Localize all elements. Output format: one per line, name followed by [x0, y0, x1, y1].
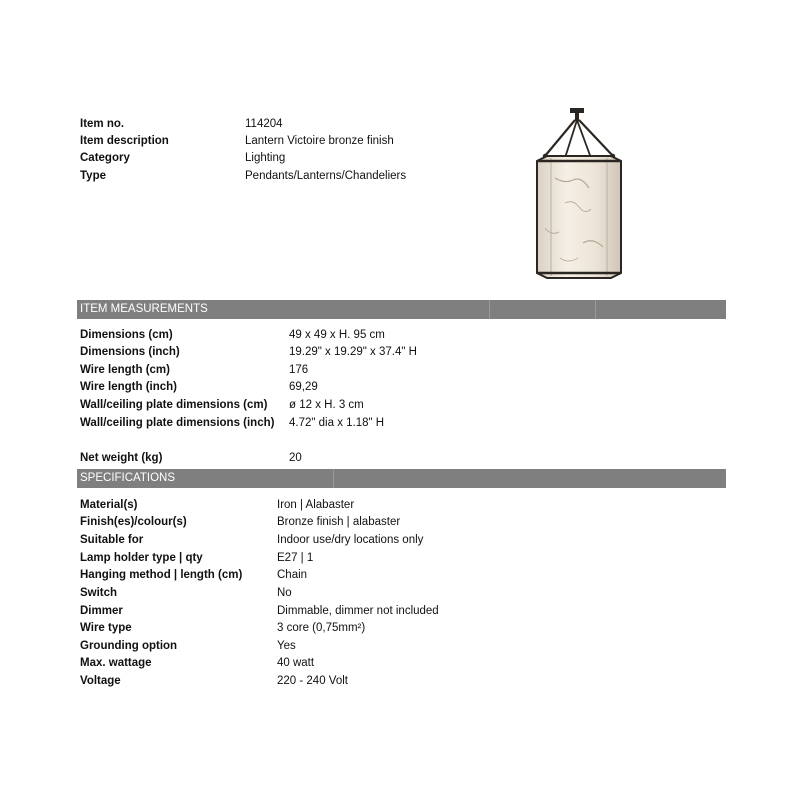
category-label: Category [80, 152, 130, 164]
max-wattage-label: Max. wattage [80, 657, 152, 669]
item-measurements-title: ITEM MEASUREMENTS [80, 303, 208, 315]
item-description-value: Lantern Victoire bronze finish [245, 135, 394, 147]
grounding-label: Grounding option [80, 640, 178, 652]
net-weight-label: Net weight (kg) [80, 452, 163, 464]
wire-length-cm-value: 176 [289, 364, 309, 376]
dimmer-value: Dimmable, dimmer not included [277, 605, 439, 617]
plate-dimensions-inch-value: 4.72" dia x 1.18" H [289, 417, 385, 429]
voltage-value: 220 - 240 Volt [277, 675, 348, 687]
wire-type-value: 3 core (0,75mm²) [277, 622, 366, 634]
materials-label: Material(s) [80, 499, 138, 511]
item-description-label: Item description [80, 135, 169, 147]
grounding-value: Yes [277, 640, 296, 652]
max-wattage-value: 40 watt [277, 657, 315, 669]
wire-type-label: Wire type [80, 622, 132, 634]
wire-length-inch-value: 69,29 [289, 381, 318, 393]
ceiling-plate [570, 108, 584, 113]
finish-value: Bronze finish | alabaster [277, 516, 401, 528]
wire-length-inch-label: Wire length (inch) [80, 381, 178, 393]
item-no-label: Item no. [80, 118, 125, 130]
dimensions-inch-label: Dimensions (inch) [80, 346, 180, 358]
specifications-title: SPECIFICATIONS [80, 472, 175, 484]
lamp-holder-label: Lamp holder type | qty [80, 552, 203, 564]
plate-dimensions-inch-label: Wall/ceiling plate dimensions (inch) [80, 417, 275, 429]
category-value: Lighting [245, 152, 286, 164]
dimensions-cm-label: Dimensions (cm) [80, 329, 173, 341]
lantern-product-image [525, 108, 635, 283]
item-no-value: 114204 [245, 118, 283, 130]
dimensions-cm-value: 49 x 49 x H. 95 cm [289, 329, 385, 341]
plate-dimensions-cm-value: ø 12 x H. 3 cm [289, 399, 364, 411]
suitable-for-label: Suitable for [80, 534, 144, 546]
voltage-label: Voltage [80, 675, 121, 687]
finish-label: Finish(es)/colour(s) [80, 516, 187, 528]
suitable-for-value: Indoor use/dry locations only [277, 534, 424, 546]
type-value: Pendants/Lanterns/Chandeliers [245, 170, 407, 182]
hanging-method-label: Hanging method | length (cm) [80, 569, 243, 581]
dimensions-inch-value: 19.29" x 19.29" x 37.4" H [289, 346, 417, 358]
plate-dimensions-cm-label: Wall/ceiling plate dimensions (cm) [80, 399, 268, 411]
net-weight-value: 20 [289, 452, 302, 464]
lamp-holder-value: E27 | 1 [277, 552, 314, 564]
dimmer-label: Dimmer [80, 605, 123, 617]
item-measurements-header [77, 300, 726, 319]
switch-label: Switch [80, 587, 118, 599]
specifications-header [77, 469, 726, 488]
alabaster-body [537, 156, 621, 278]
type-label: Type [80, 170, 106, 182]
switch-value: No [277, 587, 292, 599]
wire-length-cm-label: Wire length (cm) [80, 364, 170, 376]
hanging-method-value: Chain [277, 569, 308, 581]
materials-value: Iron | Alabaster [277, 499, 355, 511]
